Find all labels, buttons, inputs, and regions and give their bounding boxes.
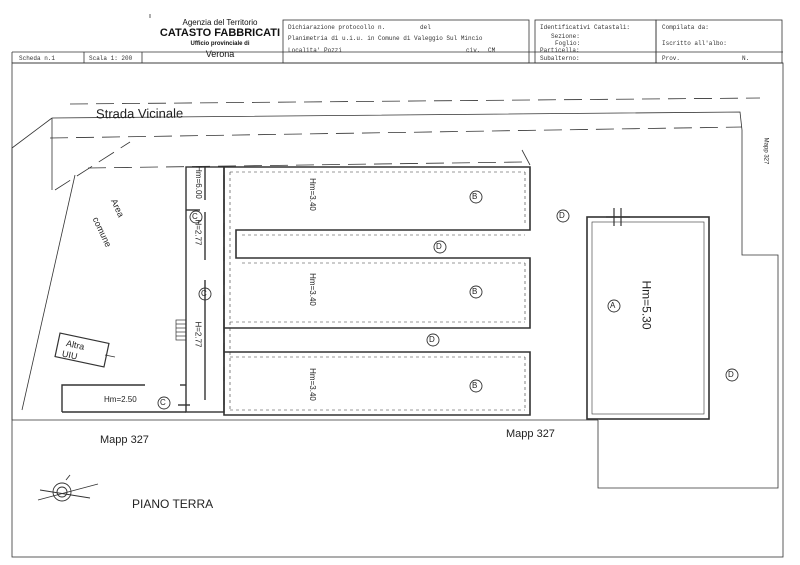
agency-name: Agenzia del Territorio [182,18,258,27]
civ-value: CM [488,47,496,54]
height-label-hm340-mid: Hm=3.40 [307,273,317,306]
area-comune-line-2: comune [90,215,114,249]
n-label: N. [742,55,750,62]
scale-label: Scala 1: 200 [89,55,133,62]
scheda-number: Scheda n.1 [19,55,56,62]
height-label-h277-top: H=2.77 [193,219,203,246]
unit-letter-d1: D [559,211,565,220]
height-label-hm250: Hm=2.50 [104,395,137,404]
stairs [176,320,186,340]
del-label: del [420,24,431,31]
identificativi-label: Identificativi Catastali: [540,24,631,31]
planimetria-label: Planimetria di u.i.u. in Comune di Valeggio Sul Mincio [288,35,483,42]
north-arrow [38,475,98,501]
unit-letter-a: A [610,301,616,310]
sezione-label: Sezione: [551,33,580,40]
height-label-hm340-top: Hm=3.40 [307,178,317,211]
unit-letter-c1: C [192,212,198,221]
compilata-label: Compilata da: [662,24,709,31]
unit-letter-c3: C [160,398,166,407]
height-label-hm530: Hm=5.30 [639,280,654,330]
subalterno-label: Subalterno: [540,55,580,62]
unit-letter-c2: C [201,289,207,298]
altra-uiu-line-2: UIU [61,348,79,362]
unit-letter-b3: B [472,381,478,390]
province-name: Verona [205,49,235,59]
floor-label: PIANO TERRA [132,497,214,511]
mapp-label-side: Mapp 327 [762,137,769,165]
unit-letter-b2: B [472,287,478,296]
localita-label: Localita' Pozzi [288,47,343,54]
height-label-h277-mid: H=2.77 [193,321,203,348]
mapp-label-left: Mapp 327 [100,434,149,446]
property-outline [12,112,778,488]
sheet-border [12,63,783,557]
mapp-label-right: Mapp 327 [506,428,555,440]
header-frame [12,14,783,63]
comb-building [224,167,530,415]
unit-letter-b1: B [472,192,478,201]
height-label-hm600: Hm=6.00 [193,166,203,199]
inner-walls [230,172,525,410]
prov-label: Prov. [662,55,681,62]
catasto-title: CATASTO FABBRICATI [159,27,281,39]
height-label-hm340-bottom: Hm=3.40 [307,368,317,401]
office-label: Ufficio provinciale di [190,41,250,47]
unit-letter-d2: D [436,242,442,251]
civ-label: civ. [466,47,481,54]
area-comune-line-1: Area [108,197,127,219]
road-label: Strada Vicinale [95,105,184,122]
particella-label: Particella: [540,47,580,54]
iscritto-label: Iscritto all'albo: [662,40,727,47]
altra-uiu-line-1: Altra [65,338,86,352]
dichiarazione-label: Dichiarazione protocollo n. [288,24,386,31]
unit-letter-d4: D [728,370,734,379]
foglio-label: Foglio: [555,40,581,47]
unit-letter-d3: D [429,335,435,344]
